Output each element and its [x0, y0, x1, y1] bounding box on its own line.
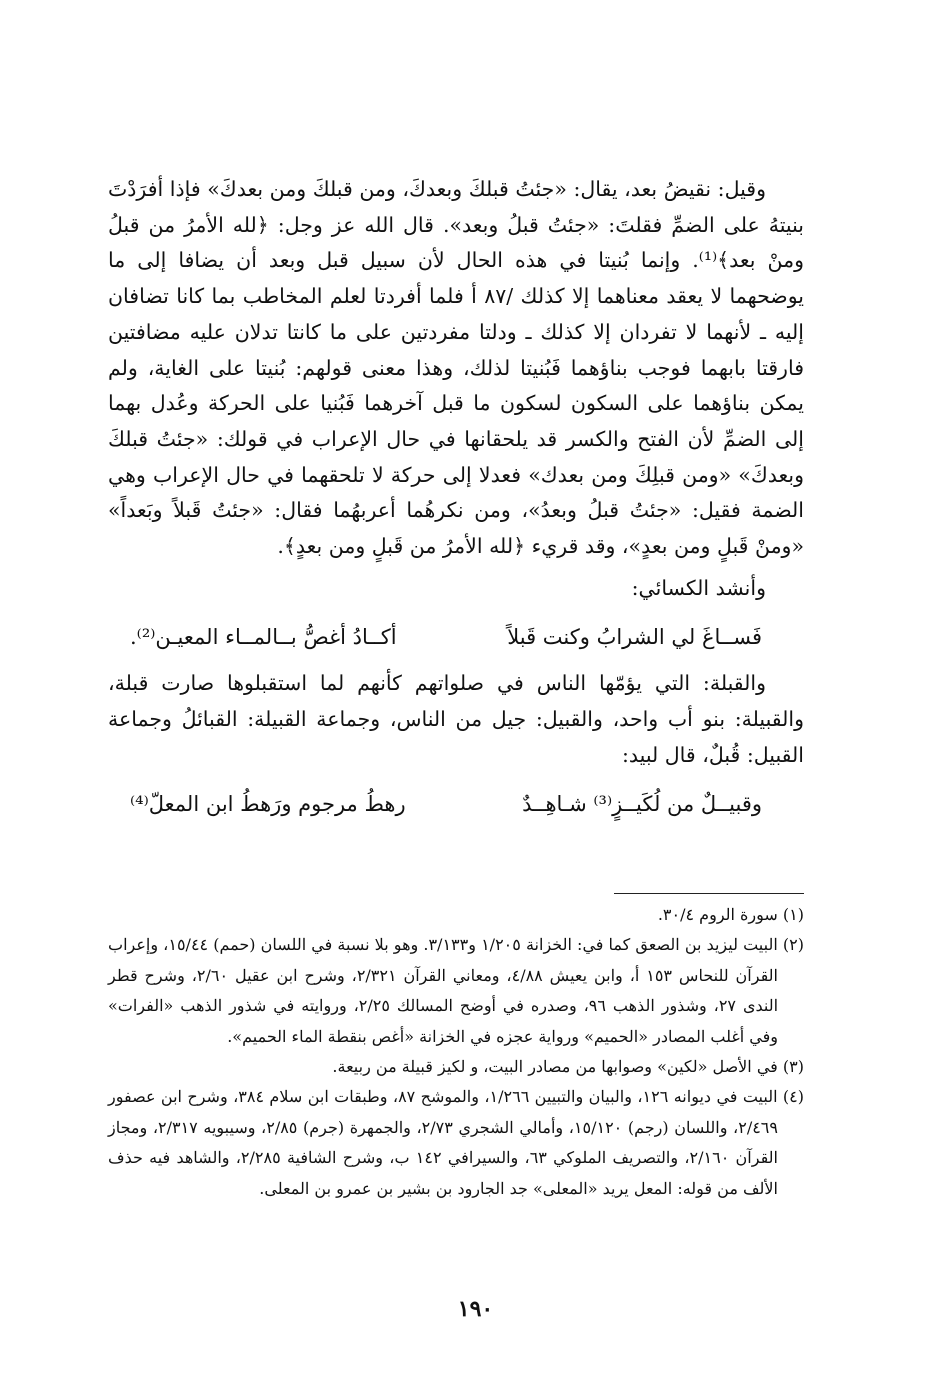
footnote-1: (١) سورة الروم ٣٠/٤.: [657, 905, 804, 924]
verse-2: [108, 787, 804, 823]
footnote-3: (٣) في الأصل «لكين» وصوابها من مصادر البيت، و لكيز قبيلة من ربيعة.: [332, 1057, 804, 1077]
footnote-4: (٤) البيت في ديوانه ١٢٦، والبيان والتبيين ١/٢٦٦، والموشح ٨٧، وطبقات ابن سلام ٣٨٤، وشرح ابن عصفور ٢/٤٦٩، واللسان (رجم) ١٥/١٢٠، وأمالي الشجري ٢/٧٣، والجمهرة (جرم) ٢/٨٥، وسيبويه ٢/٣١٧، ومجاز القرآن ٢/١٦٠، والتصريف الملوكي ٦٣، والسيرافي ١٤٢ ب، وشرح الشافية ٢/٢٨٥، والشاهد فيه حذف الألف من قوله: المعل يريد «المعلى» جد الجارود بن بشير بن عمرو بن المعلى.: [108, 1087, 804, 1198]
verse-intro: وأنشد الكسائي:: [631, 575, 766, 600]
footnotes: [108, 893, 804, 1204]
main-text: [108, 172, 804, 833]
verse-2-first-hemistich: وقبيــلٌ من لُكَيــزٍ⁽³⁾ شـاهِــدٌ: [522, 792, 762, 817]
paragraph-1: وقيل: نقيضُ بعد، يقال: «جئتُ قبلكَ وبعدكَ، ومن قبلكَ ومن بعدكَ» فإذا أفرَدْتَ بنيتهُ على الضمِّ فقلتَ: «جئتُ قبلُ وبعد». قال الله عز وجل: ﴿لله الأمرُ من قبلُ ومنْ بعد﴾⁽¹⁾. وإنما بُنيتا في هذه الحال لأن سبيل قبل وبعد أن يضافا إلى ما يوضحهما لا يعقد معناهما إلا كذلك /٨٧ أ فلما أفردتا لعلم المخاطب بما كانا تضافان إليه ـ لأنهما لا تفردان إلا كذلك ـ ودلتا مفردتين على ما كانتا تدلان عليه مضافتين فارقتا بابهما فوجب بناؤهما فَبُنيتا لذلك، وهذا معنى قولهم: بُنيتا على الغاية، ولم يمكن بناؤهما على السكون لسكون ما قبل آخرهما فَبُنيا على الحركة وعُدل بهما إلى الضمِّ لأن الفتح والكسر قد يلحقانها في حال الإعراب في قولك: «جئتُ قبلكَ وبعدكَ» «ومن قبلِكَ ومن بعدك» فعدلا إلى حركة لا تلحقهما في حال الإعراب وهي الضمة فقيل: «جئتُ قبلُ وبعدُ»، ومن نكرهُما أعربهُما فقال: «جئتُ قَبلاً وبَعداً» «ومنْ قَبلٍ ومن بعدٍ»، وقد قريء ﴿لله الأمرُ من قَبلٍ ومن بعدٍ﴾.: [108, 177, 804, 559]
verse-1-first-hemistich: فَســاغَ لي الشرابُ وكنت قَبلاً: [507, 625, 762, 650]
page-number: ١٩٠: [457, 1296, 494, 1322]
verse-1-second-hemistich: أكــادُ أغصُّ بــالمــاء المعيـن⁽²⁾.: [130, 625, 397, 650]
paragraph-2: والقبلة: التي يؤمّها الناس في صلواتهم كأنهم لما استقبلوها صارت قبلة، والقبيلة: بنو أب واحد، والقبيل: جيل من الناس، وجماعة القبيلة: القبائلُ وجماعة القبيل: قُبلٌ، قال لبيد:: [108, 671, 804, 767]
footnote-divider: [614, 893, 804, 894]
footnote-2: (٢) البيت ليزيد بن الصعق كما في: الخزانة ١/٢٠٥ و٣/١٣٣. وهو بلا نسبة في اللسان (حمم) ١٥/٤٤، وإعراب القرآن للنحاس ١٥٣ أ، وابن يعيش ٤/٨٨، ومعاني القرآن ٢/٣٢١، وشرح ابن عقيل ٢/٦٠، وشرح قطر الندى ٢٧، وشذور الذهب ٩٦، وصدره في أوضح المسالك ٢/٢٥، وروايته في شذور الذهب «الفرات» وفي أغلب المصادر «الحميم» ورواية عجزه في الخزانة «أغص بنقطة الماء الحميم».: [108, 935, 804, 1046]
verse-1: [108, 620, 804, 656]
verse-2-second-hemistich: رهطُ مرجوم ورَهطُ ابن المعلّ⁽⁴⁾: [130, 792, 406, 817]
